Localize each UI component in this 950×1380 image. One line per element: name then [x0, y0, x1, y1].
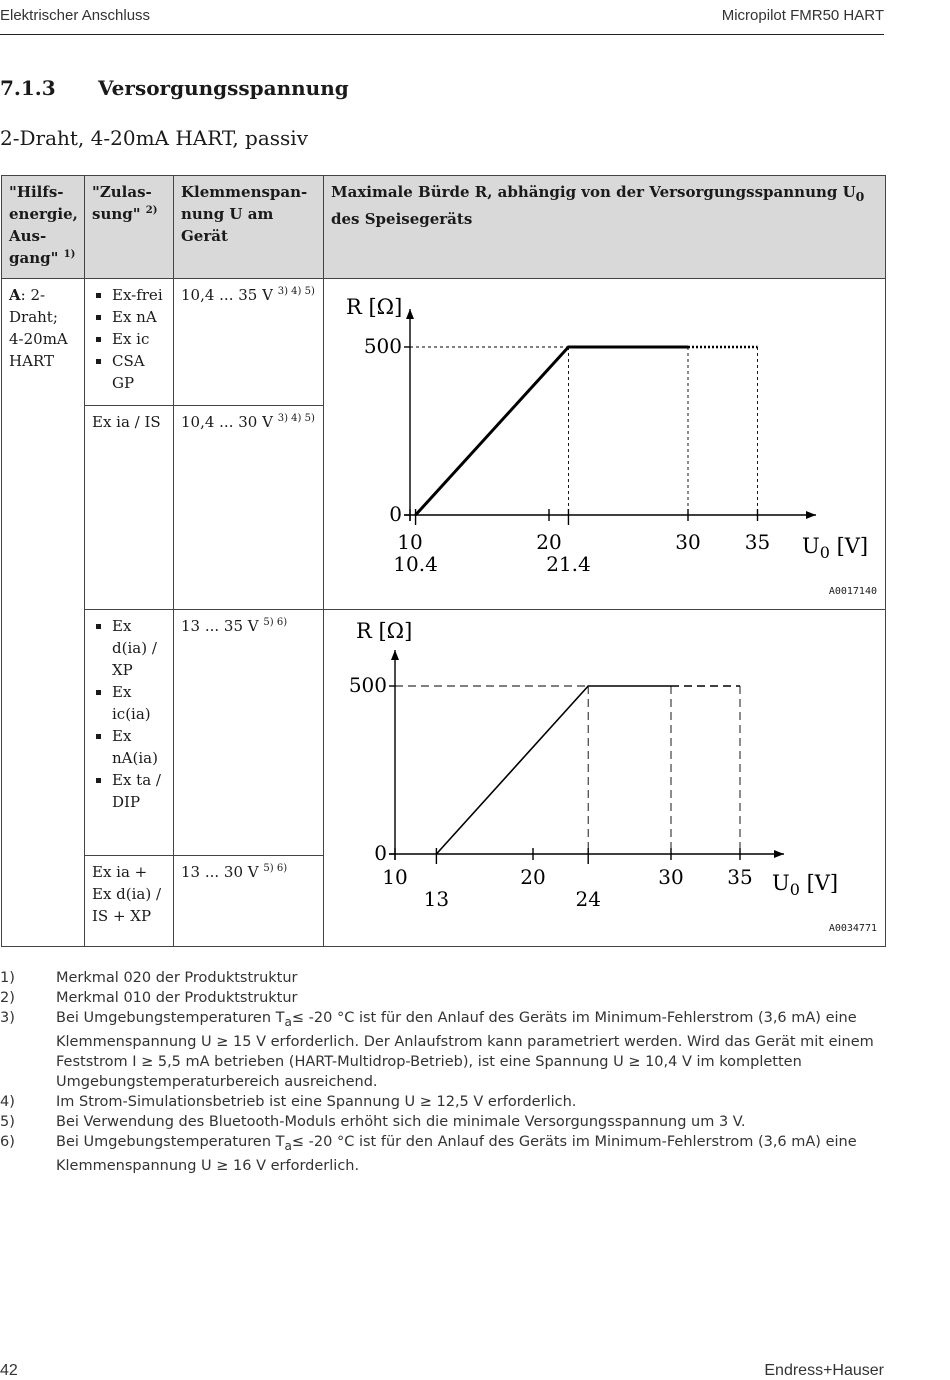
load-curve — [416, 347, 688, 515]
approval-cell-2: Ex ia / IS — [85, 406, 174, 610]
y-axis-arrow — [391, 650, 399, 660]
supply-voltage-table — [1, 175, 886, 947]
header-terminal-voltage: Klemmenspan-nung U am Gerät — [174, 176, 324, 279]
voltage-cell-3: 13 ... 35 V $^{5) 6)}$ — [174, 610, 324, 856]
subheading: 2-Draht, 4-20mA HART, passiv — [0, 126, 308, 150]
y-tick-label: 0 — [389, 502, 402, 526]
running-header-product: Micropilot FMR50 HART — [721, 7, 884, 24]
x-tick-label: 35 — [744, 530, 771, 554]
load-chart-1-cell — [324, 279, 886, 610]
approval-list-1 — [92, 284, 166, 394]
y-axis-arrow — [406, 309, 414, 319]
voltage-cell-1: 10,4 ... 35 V $^{3) 4) 5)}$ — [174, 279, 324, 406]
running-header-section: Elektrischer Anschluss — [0, 7, 151, 24]
y-axis-label: R [Ω] — [356, 619, 413, 643]
footnote: 4) Im Strom-Simulationsbetrieb ist eine Spannung U ≥ 12,5 V erforderlich. — [0, 1093, 577, 1110]
approval-item: ▪ Ex nA(ia) — [112, 725, 166, 769]
header-max-load: Maximale Bürde R, abhängig von der Versorgungsspannung $U_0$ des Speisegeräts — [324, 176, 886, 279]
x-axis-arrow — [806, 511, 816, 519]
footnote: 6) Bei Umgebungstemperaturen $T_a\le -20$ °C ist für den Anlauf des Geräts im Minimum-Fehlerstrom (3,6 mA) eine Klemmenspannung U ≥ 16 V erforderlich. — [0, 1133, 857, 1174]
footnote: 1) Merkmal 020 der Produktstruktur — [0, 970, 298, 986]
x-mark-label: 10.4 — [393, 552, 438, 576]
x-tick-label: 10 — [382, 865, 408, 889]
approval-item: ▪ Ex ta / DIP — [112, 769, 166, 813]
footnotes — [0, 968, 884, 1176]
header-approval: "Zulas-sung" $^{2)}$ — [85, 176, 174, 279]
x-mark-label: 21.4 — [546, 552, 591, 576]
approval-cell-4: Ex ia + Ex d(ia) / IS + XP — [85, 855, 174, 946]
y-tick-label: 500 — [363, 334, 402, 358]
x-tick-label: 35 — [727, 865, 753, 889]
section-heading — [0, 76, 349, 100]
x-axis-arrow — [774, 850, 784, 858]
approval-item: ▪ Ex nA — [112, 306, 166, 328]
load-chart-2-cell — [324, 610, 886, 947]
header-rule — [0, 34, 884, 35]
header-power-output: "Hilfs-energie, Aus-gang" $^{1)}$ — [2, 176, 85, 279]
approval-cell-3 — [85, 610, 174, 856]
footer-brand: Endress+Hauser — [764, 1362, 884, 1379]
figure-id-2: A0034771 — [828, 923, 877, 934]
x-tick-label: 30 — [675, 530, 701, 554]
x-axis-label: $U_0$ [V] — [802, 534, 869, 562]
load-chart-2 — [324, 610, 886, 946]
approval-item: ▪ Ex d(ia) / XP — [112, 615, 166, 681]
approval-item: ▪ Ex ic(ia) — [112, 681, 166, 725]
approval-item: ▪ Ex ic — [112, 328, 166, 350]
x-tick-label: 20 — [536, 530, 562, 554]
load-curve — [436, 686, 671, 854]
voltage-cell-2: 10,4 ... 30 V $^{3) 4) 5)}$ — [174, 406, 324, 610]
section-number: 7.1.3 — [0, 76, 56, 100]
approval-item: ▪ Ex-frei — [112, 284, 166, 306]
y-axis-label: R [Ω] — [346, 295, 403, 319]
x-tick-label: 30 — [658, 865, 684, 889]
footnote: 3) Bei Umgebungstemperaturen $T_a\le -20$ °C ist für den Anlauf des Geräts im Minimum-Fehlerstrom (3,6 mA) eine Klemmenspannung U ≥ 15 V erforderlich. Der Anlaufstrom kann parametriert werden. Wird das Gerät mit einem Feststrom I ≥ 5,5 mA betrieben (HART-Multidrop-Betrieb), ist eine Spannung U ≥ 10,4 V im kompletten Umgebungstemperaturbereich ausreichend. — [0, 1010, 874, 1090]
x-axis-label: $U_0$ [V] — [772, 871, 839, 899]
x-mark-label: 13 — [423, 887, 450, 911]
x-tick-label: 20 — [520, 865, 546, 889]
output-cell: A: 2-Draht; 4-20mA HART — [2, 279, 85, 947]
footnote: 2) Merkmal 010 der Produktstruktur — [0, 990, 298, 1006]
voltage-cell-4: 13 ... 30 V $^{5) 6)}$ — [174, 855, 324, 946]
approval-cell-1 — [85, 279, 174, 406]
x-mark-label: 24 — [575, 887, 601, 911]
section-title: Versorgungsspannung — [98, 76, 349, 100]
approval-item: ▪ CSA GP — [112, 350, 166, 394]
load-chart-1 — [324, 279, 886, 609]
figure-id-1: A0017140 — [828, 586, 877, 597]
x-tick-label: 10 — [397, 530, 423, 554]
y-tick-label: 0 — [374, 841, 387, 865]
y-tick-label: 500 — [348, 673, 387, 697]
footnote: 5) Bei Verwendung des Bluetooth-Moduls erhöht sich die minimale Versorgungsspannung um 3 V. — [0, 1113, 746, 1130]
page-number: 42 — [0, 1362, 18, 1379]
approval-list-3 — [92, 615, 166, 813]
